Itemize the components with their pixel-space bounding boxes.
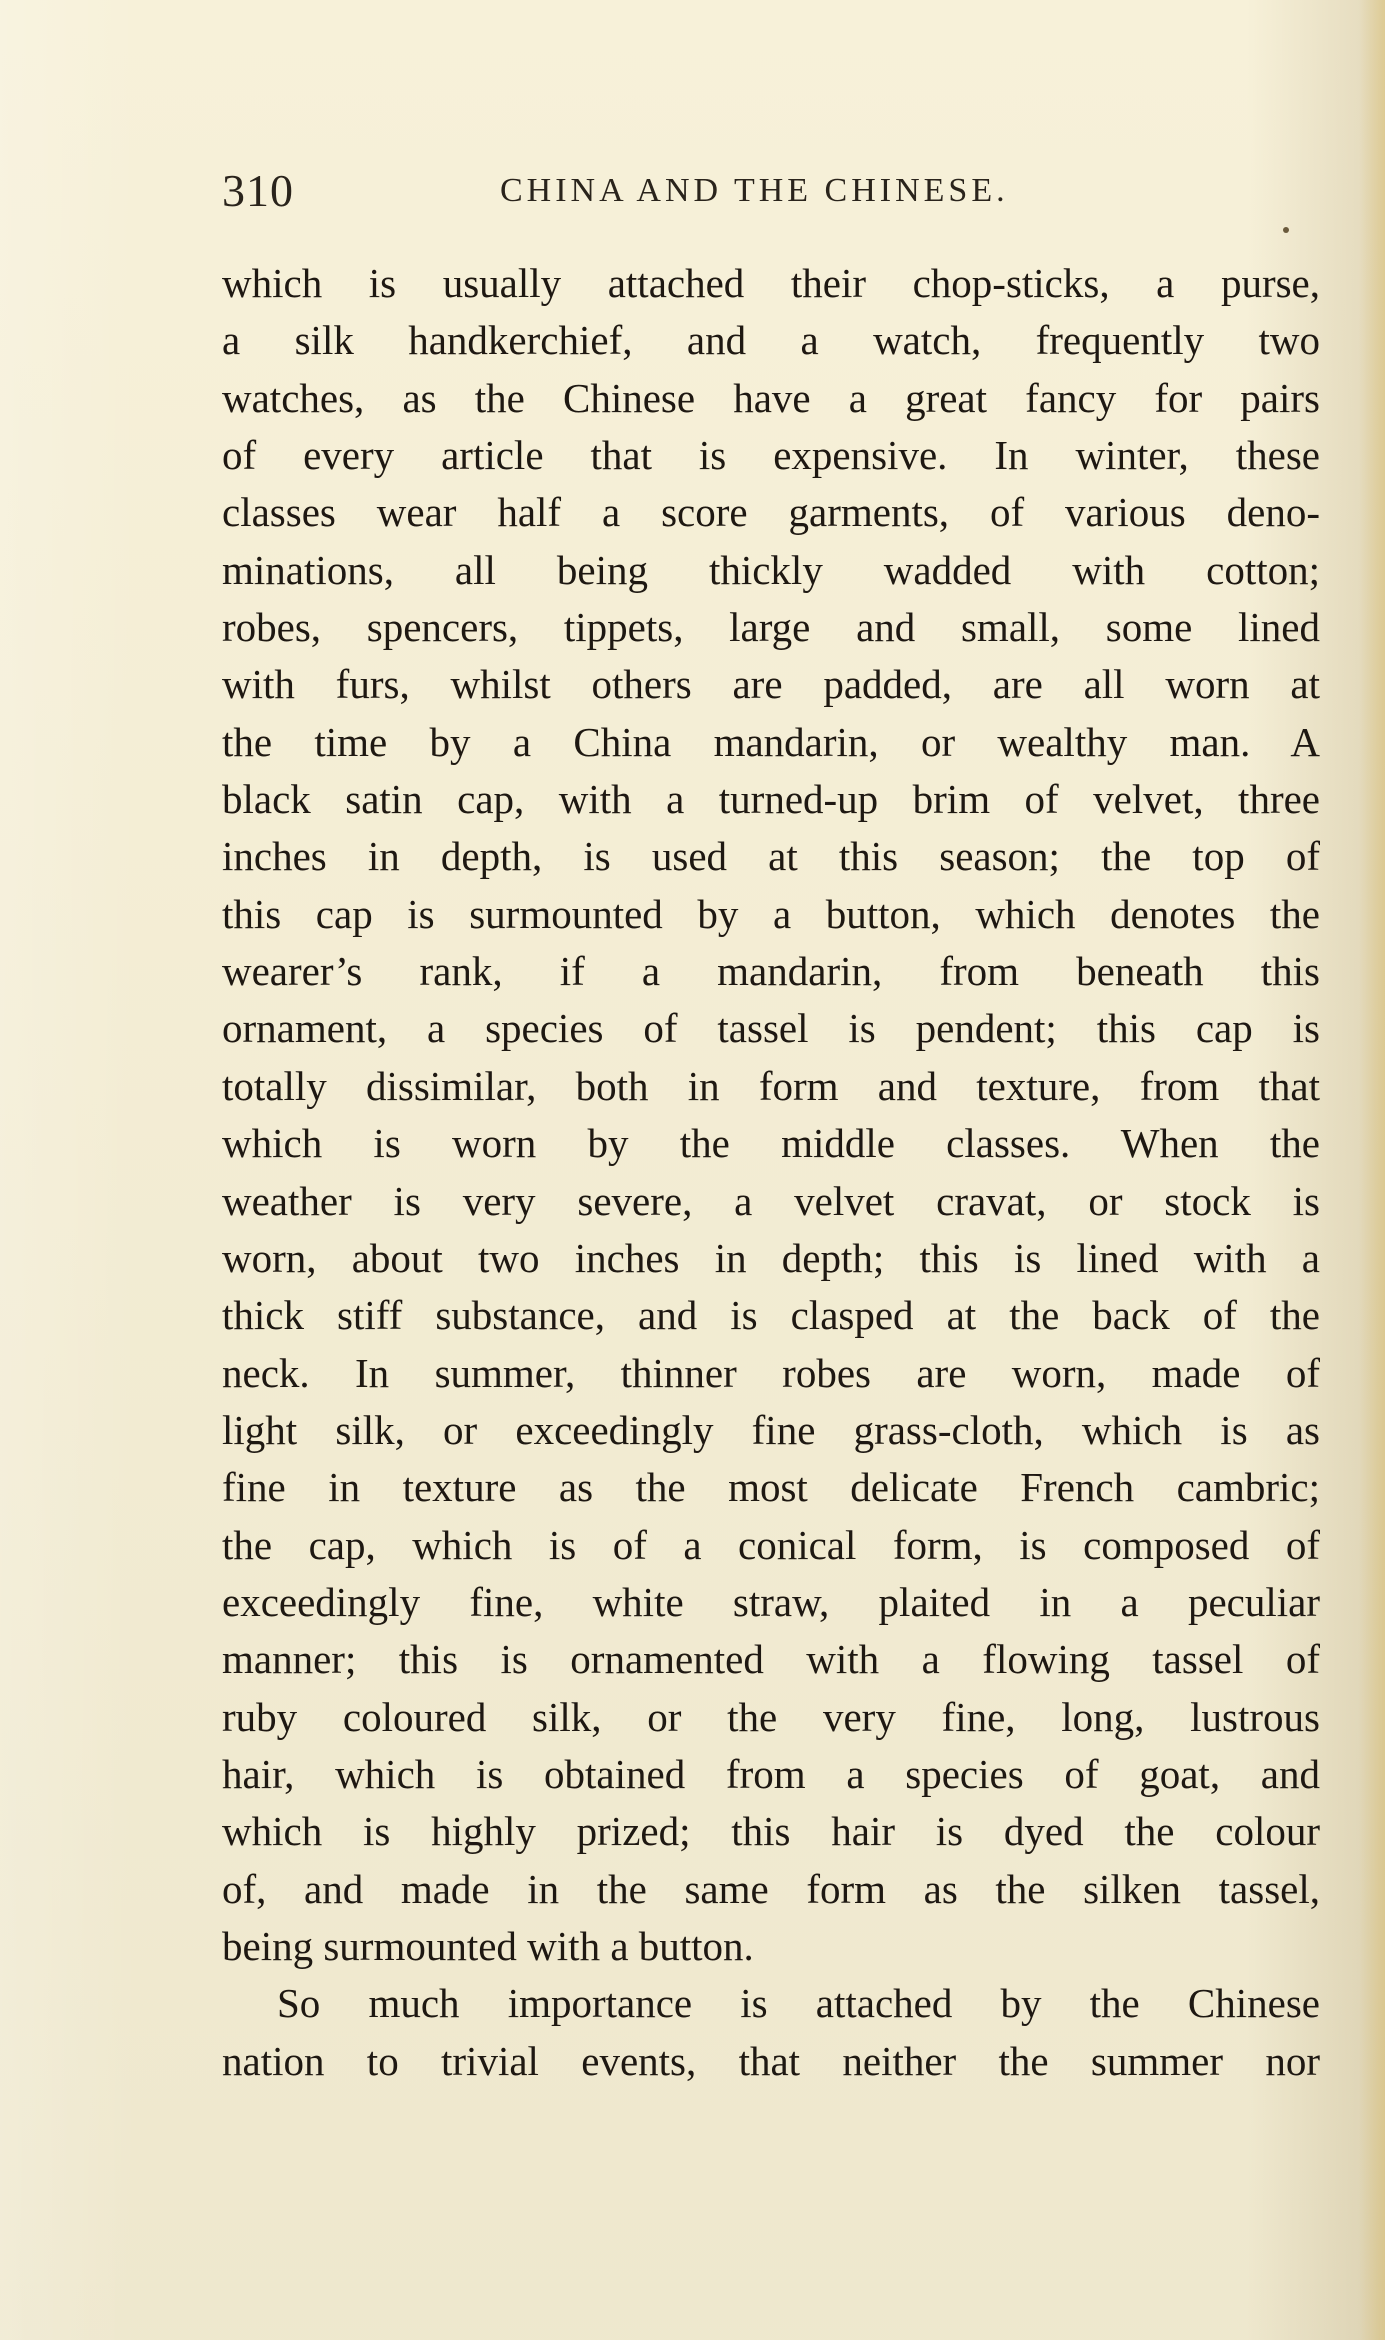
text-line: neck. In summer, thinner robes are worn, made of bbox=[222, 1349, 1320, 1396]
text-line: the cap, which is of a conical form, is composed of bbox=[222, 1521, 1320, 1568]
text-line: which is highly prized; this hair is dyed the colour bbox=[222, 1808, 1320, 1855]
text-line: fine in texture as the most delicate French cambric; bbox=[222, 1464, 1320, 1511]
text-line: black satin cap, with a turned-up brim of velvet, three bbox=[222, 776, 1320, 823]
text-line: exceedingly fine, white straw, plaited in a peculiar bbox=[222, 1578, 1320, 1625]
body-text bbox=[222, 255, 1320, 2090]
text-line: nation to trivial events, that neither the summer nor bbox=[222, 2037, 1320, 2084]
text-line: inches in depth, is used at this season; the top of bbox=[222, 833, 1320, 880]
text-line: minations, all being thickly wadded with cotton; bbox=[222, 546, 1320, 593]
text-line: hair, which is obtained from a species of goat, and bbox=[222, 1750, 1320, 1797]
text-line: ruby coloured silk, or the very fine, long, lustrous bbox=[222, 1693, 1320, 1740]
text-line: this cap is surmounted by a button, which denotes the bbox=[222, 890, 1320, 937]
text-line: wearer’s rank, if a mandarin, from beneath this bbox=[222, 948, 1320, 995]
text-line: of, and made in the same form as the silken tassel, bbox=[222, 1865, 1320, 1912]
running-title: CHINA AND THE CHINESE. bbox=[500, 172, 1009, 209]
text-line: a silk handkerchief, and a watch, frequently two bbox=[222, 317, 1320, 364]
text-line: worn, about two inches in depth; this is lined with a bbox=[222, 1234, 1320, 1281]
page-number: 310 bbox=[222, 165, 294, 216]
page-header bbox=[222, 161, 1142, 221]
text-line: weather is very severe, a velvet cravat, or stock is bbox=[222, 1177, 1320, 1224]
text-line: classes wear half a score garments, of various deno- bbox=[222, 489, 1320, 536]
paper-speck bbox=[1283, 227, 1289, 233]
text-line: robes, spencers, tippets, large and small, some lined bbox=[222, 604, 1320, 651]
text-line: which is worn by the middle classes. When the bbox=[222, 1120, 1320, 1167]
text-line: light silk, or exceedingly fine grass-cloth, which is as bbox=[222, 1406, 1320, 1453]
text-line: the time by a China mandarin, or wealthy man. A bbox=[222, 718, 1320, 765]
text-line: being surmounted with a button. bbox=[222, 1922, 754, 1969]
page-edge-shadow bbox=[1359, 0, 1385, 2340]
text-line: totally dissimilar, both in form and texture, from that bbox=[222, 1062, 1320, 1109]
text-line: watches, as the Chinese have a great fancy for pairs bbox=[222, 374, 1320, 421]
text-line: ornament, a species of tassel is pendent; this cap is bbox=[222, 1005, 1320, 1052]
text-line: which is usually attached their chop-sticks, a purse, bbox=[222, 260, 1320, 306]
text-line: manner; this is ornamented with a flowing tassel of bbox=[222, 1636, 1320, 1683]
text-line: thick stiff substance, and is clasped at the back of the bbox=[222, 1292, 1320, 1339]
text-line: with furs, whilst others are padded, are all worn at bbox=[222, 661, 1320, 708]
text-line: So much importance is attached by the Chinese bbox=[277, 1980, 1320, 2027]
text-line: of every article that is expensive. In winter, these bbox=[222, 432, 1320, 479]
